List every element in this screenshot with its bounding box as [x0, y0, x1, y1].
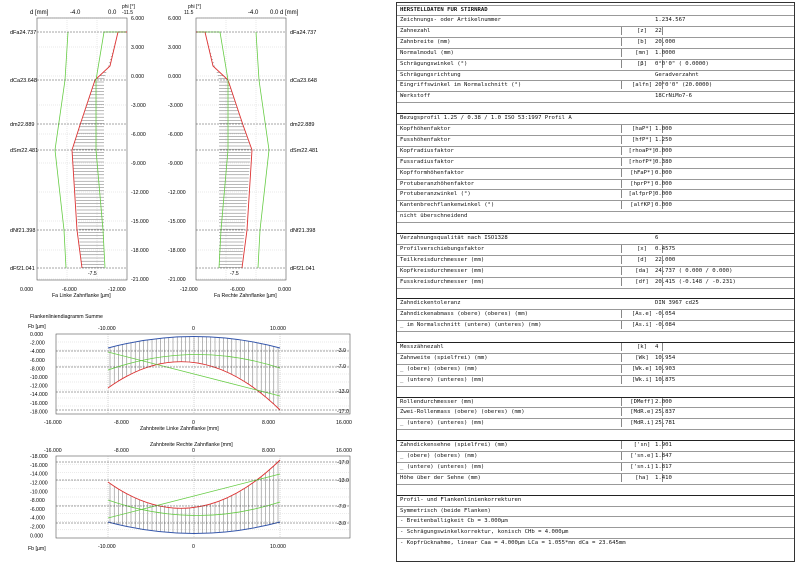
lead2-top-0: -16.000 — [44, 448, 62, 454]
lead1-bottom-4: 16.000 — [336, 420, 352, 426]
right-tick-label: 6.000 — [168, 16, 181, 22]
sheet-row-value: 10.954 — [655, 354, 676, 361]
sheet-row — [397, 70, 794, 79]
lead1-top-2: 10.000 — [270, 326, 286, 332]
left-tick-label: 3.000 — [131, 45, 144, 51]
sheet-row — [397, 102, 794, 111]
sheet-row-label: Kopfhöhenfaktor — [400, 126, 451, 132]
sheet-row — [397, 353, 794, 362]
sheet-row-value: 0°0'0" ( 0.0000) — [655, 60, 709, 67]
sheet-row-symbol: [da] — [621, 267, 663, 275]
sheet-row-label: Fusshöhenfaktor — [400, 136, 451, 143]
right-frame — [196, 18, 286, 280]
lead1-y-tick: -18.000 — [30, 409, 48, 416]
sheet-row-value: 0.000 — [655, 180, 672, 187]
sheet-row — [397, 113, 794, 122]
sheet-row-symbol: [Wk.e] — [621, 365, 663, 373]
manufacturing-data-sheet — [396, 2, 795, 562]
right-diameter-label: dCa23.648 — [290, 78, 317, 84]
sheet-row — [397, 200, 794, 209]
lead1-y-tick: -14.000 — [30, 392, 48, 399]
lead1-y-tick: -16.000 — [30, 400, 48, 407]
sheet-row-symbol: [β] — [621, 60, 663, 68]
sheet-row-value: 20°0'0" (20.0000) — [655, 82, 713, 89]
sheet-row-label: Zahnezahl — [400, 27, 431, 34]
lead1-y-tick: -8.000 — [30, 366, 45, 373]
sheet-row — [397, 124, 794, 133]
charts-area — [0, 0, 396, 566]
lead1-grid — [56, 334, 350, 414]
right-left-ticks — [168, 16, 186, 283]
sheet-row-value: -0.084 — [655, 322, 676, 329]
sheet-row-value: 0.380 — [655, 158, 672, 165]
sheet-row-label: - Breitenballigkeit Cb = 3.000µm — [400, 518, 508, 525]
sheet-row — [397, 168, 794, 177]
lead2-y-tick: -8.000 — [30, 498, 45, 505]
left-frame — [37, 18, 127, 280]
sheet-row — [397, 233, 794, 242]
right-tick-label: -21.000 — [168, 277, 186, 283]
sheet-row-label: Profilverschiebungsfaktor — [400, 245, 485, 252]
sheet-row — [397, 429, 794, 438]
right-tick-label: -9.000 — [168, 161, 183, 167]
right-tick-label: -12.000 — [168, 190, 186, 196]
right-diameter-label: dFf21.041 — [290, 266, 315, 272]
left-bottom-title: Fa Linke Zahnflanke [µm] — [52, 293, 111, 299]
right-diameter-label: dFa24.737 — [290, 30, 317, 36]
sheet-row-symbol: [hprP*] — [621, 180, 663, 188]
sheet-row-symbol: [As.i] — [621, 321, 663, 329]
sheet-row-value: -0.054 — [655, 311, 676, 318]
sheet-row-symbol: [rhofP*] — [621, 158, 663, 166]
sheet-row-value: 10.875 — [655, 376, 676, 383]
lead2-top-3: 8.000 — [262, 448, 275, 454]
lead1-y-tick: -12.000 — [30, 383, 48, 390]
lead2-yunit: Fb [µm] — [28, 546, 46, 552]
sheet-row-label: Normalmodul (mm) — [400, 49, 454, 56]
lead1-y-tick: -4.000 — [30, 349, 45, 356]
left-tick-label: -12.000 — [131, 190, 149, 196]
lead1-bottom-0: -16.000 — [44, 420, 62, 426]
lead1-bottom-1: -8.000 — [114, 420, 129, 426]
sheet-row-symbol: [Wk.i] — [621, 376, 663, 384]
sheet-row — [397, 157, 794, 166]
left-tick-label: -3.000 — [131, 103, 146, 109]
sheet-row-symbol: [MdR.i] — [621, 419, 663, 427]
sheet-row-symbol: [ha] — [621, 474, 663, 482]
sheet-row-symbol: [Wk] — [621, 354, 663, 362]
lead2-y-tick: -4.000 — [30, 515, 45, 522]
right-diameter-labels — [290, 30, 318, 272]
sheet-row-symbol: [haP*] — [621, 125, 663, 133]
sheet-row-value: 25.837 — [655, 409, 676, 416]
sheet-row-label: Kopfkreisdurchmesser (mm) — [400, 267, 485, 274]
left-diameter-label: dNf21.398 — [10, 228, 36, 234]
sheet-row-value: 1.000 — [655, 126, 672, 132]
sheet-row-symbol: [d] — [621, 256, 663, 264]
left-tick-label: -9.000 — [131, 161, 146, 167]
sheet-row-symbol: [hFaP*] — [621, 169, 663, 177]
sheet-row — [397, 179, 794, 188]
sheet-row-label: Eingriffswinkel im Normalschnitt (°) — [400, 82, 522, 89]
left-tick-label: -15.000 — [131, 219, 149, 225]
sheet-row-value: 1.0000 — [655, 49, 676, 56]
sheet-row-value: 1.847 — [655, 453, 672, 459]
left-diameter-label: dm22.889 — [10, 122, 35, 128]
sheet-row-symbol: [DMeff] — [621, 398, 663, 406]
sheet-row-value: 1.234.567 — [655, 17, 686, 23]
left-marker: -7.5 — [88, 271, 97, 277]
sheet-row-label: Zwei-Rollenmass (obere) (oberes) (mm) — [400, 409, 525, 416]
lead2-y-tick: -12.000 — [30, 480, 48, 487]
sheet-row — [397, 277, 794, 286]
sheet-row — [397, 15, 794, 24]
sheet-row — [397, 222, 794, 231]
lead1-mark-3: -17.0 — [337, 409, 349, 415]
sheet-row — [397, 364, 794, 373]
sheet-row-value: 0.4575 — [655, 245, 676, 252]
sheet-row-value: 18CrNiMo7-6 — [655, 93, 693, 100]
sheet-row-label: Teilkreisdurchmesser (mm) — [400, 256, 485, 263]
left-diameter-labels — [10, 30, 38, 272]
right-bottom-1: -6.000 — [230, 287, 245, 293]
sheet-row-label: Kopfformhöhenfaktor — [400, 169, 464, 176]
left-diameter-label: dSm22.481 — [10, 148, 39, 154]
sheet-row — [397, 135, 794, 144]
sheet-row — [397, 91, 794, 100]
left-diameter-label: dFa24.737 — [10, 30, 37, 36]
left-diameter-label: dCa23.648 — [10, 78, 37, 84]
lead1-y-tick: -6.000 — [30, 357, 45, 364]
sheet-title-row — [397, 5, 794, 14]
left-bottom-0: 0.000 — [20, 287, 33, 293]
sheet-row-label: Kantenbrechflankenwinkel (°) — [400, 202, 495, 209]
left-grid — [37, 18, 127, 280]
sheet-row — [397, 407, 794, 416]
sheet-row-label: Höhe über der Sehne (mm) — [400, 474, 481, 481]
sheet-row-symbol: [As.e] — [621, 310, 663, 318]
right-tick-label: -15.000 — [168, 219, 186, 225]
right-phi-value: 11.5 — [184, 10, 194, 16]
sheet-row-label: Zahnweite (spielfrei) (mm) — [400, 354, 488, 361]
sheet-row-label: Zahnbreite (mm) — [400, 38, 451, 45]
lead2-mark-2: -7.0 — [337, 504, 346, 510]
sheet-title: HERSTELLDATEN FUR STIRNRAD — [400, 7, 488, 13]
lead1-top-1: 0 — [192, 326, 195, 332]
right-diameter-label: dSm22.481 — [290, 148, 319, 154]
sheet-row-label: Zahndickensehne (spielfrei) (mm) — [400, 442, 508, 449]
sheet-row — [397, 473, 794, 482]
lead2-mark-1: -13.0 — [337, 478, 349, 484]
right-bottom-2: 0.000 — [278, 287, 291, 293]
sheet-row-symbol: [df] — [621, 278, 663, 286]
right-diameter-label: dNf21.398 — [290, 228, 316, 234]
sheet-row-value: 20.000 — [655, 38, 676, 45]
sheet-row-label: Protuberanzhöhenfaktor — [400, 180, 475, 187]
left-bottom-2: -12.000 — [108, 287, 126, 293]
lead1-xtitle: Zahnbreite Linke Zahnflanke [mm] — [140, 426, 219, 432]
sheet-row — [397, 244, 794, 253]
sheet-row-value: 22.000 — [655, 256, 676, 263]
profile-chart-right — [168, 4, 318, 299]
sheet-row-label: Rollendurchmesser (mm) — [400, 398, 475, 405]
sheet-row-symbol: [hfP*] — [621, 136, 663, 144]
left-top-right: 0.0 — [108, 10, 117, 16]
lead-chart-right-flank — [28, 442, 352, 552]
sheet-row — [397, 146, 794, 155]
sheet-row — [397, 484, 794, 493]
sheet-row-label: _ (obere) (oberes) (mm) — [400, 453, 478, 459]
sheet-row — [397, 506, 794, 515]
lead2-top-1: -8.000 — [114, 448, 129, 454]
left-bottom-1: -6.000 — [62, 287, 77, 293]
sheet-row-label: _ (untere) (unteres) (mm) — [400, 463, 485, 470]
lead2-bottom-0: -10.000 — [98, 544, 116, 550]
sheet-row — [397, 386, 794, 395]
sheet-row-label: Verzahnungsqualität nach ISO1328 — [400, 235, 508, 241]
sheet-row-value: 2.000 — [655, 398, 672, 405]
sheet-row-symbol: [b] — [621, 38, 663, 46]
sheet-row-label: Profil- und Flankenlinienkorrekturen — [400, 496, 522, 503]
left-diameter-label: dFf21.041 — [10, 266, 35, 272]
lead2-top-2: 0 — [192, 448, 195, 454]
sheet-row — [397, 37, 794, 46]
sheet-row-value: 4 — [655, 344, 659, 350]
sheet-row-value: 0.000 — [655, 191, 672, 198]
sheet-row — [397, 320, 794, 329]
sheet-row — [397, 266, 794, 275]
lead2-grid — [56, 456, 350, 538]
sheet-row-label: _ im Normalschnitt (untere) (unteres) (mm) — [400, 322, 542, 329]
sheet-row-value: 1.901 — [655, 442, 672, 449]
sheet-row-label: _ (untere) (unteres) (mm) — [400, 376, 485, 383]
sheet-row — [397, 211, 794, 220]
sheet-row-symbol: [alfprP] — [621, 190, 663, 198]
sheet-row-label: _ (obere) (oberes) (mm) — [400, 365, 478, 372]
left-d-label: d [mm] — [30, 10, 49, 16]
right-phi-label: phi [°] — [188, 4, 201, 10]
lead2-mark-0: -17.0 — [337, 460, 349, 466]
lead1-mark-1: -7.0 — [337, 364, 346, 370]
sheet-row-label: Zahndickenabmass (obere) (oberes) (mm) — [400, 311, 528, 318]
sheet-row — [397, 397, 794, 406]
lead1-bottom-3: 8.000 — [262, 420, 275, 426]
lead2-y-tick: -18.000 — [30, 454, 48, 460]
sheet-row-label: Symmetrisch (beide Flanken) — [400, 507, 491, 514]
sheet-row-value: 6 — [655, 235, 659, 241]
left-phi-label: phi [°] — [122, 4, 135, 10]
sheet-row-value: DIN 3967 cd25 — [655, 300, 699, 307]
sheet-row-symbol: [mn] — [621, 49, 663, 57]
left-hatch — [72, 34, 117, 268]
lead2-mark-3: -3.0 — [337, 521, 346, 527]
sheet-row-label: Protuberanzwinkel (°) — [400, 191, 471, 198]
sheet-row-value: 22 — [655, 27, 662, 34]
sheet-row-value: 10.903 — [655, 365, 676, 372]
left-tick-label: -18.000 — [131, 248, 149, 254]
sheet-row-label: Zahndickentoleranz — [400, 300, 461, 307]
sheet-row-symbol: [k] — [621, 343, 663, 351]
lead2-bottom-2: 10.000 — [270, 544, 286, 550]
sheet-row — [397, 309, 794, 318]
sheet-row-symbol: [rhoaP*] — [621, 147, 663, 155]
sheet-row-value: 24.737 ( 0.000 / 0.000) — [655, 267, 733, 274]
sheet-row — [397, 418, 794, 427]
sheet-row-value: 1.410 — [655, 474, 672, 481]
sheet-row-value: 20.415 (-0.148 / -0.231) — [655, 278, 736, 285]
left-tick-label: -6.000 — [131, 132, 146, 138]
lead2-y-tick: -2.000 — [30, 524, 45, 531]
sheet-row — [397, 440, 794, 449]
sheet-row-symbol: [x] — [621, 245, 663, 253]
lead1-mark-0: -3.0 — [337, 348, 346, 354]
sheet-row — [397, 288, 794, 297]
lead2-bottom-1: 0 — [192, 544, 195, 550]
profile-chart-left — [10, 4, 149, 299]
sheet-row-symbol: ['sn.i] — [621, 463, 663, 471]
right-marker: -7.5 — [230, 271, 239, 277]
sheet-row-label: Schrägungswinkel (°) — [400, 60, 468, 67]
sheet-row — [397, 342, 794, 351]
left-tick-label: 6.000 — [131, 16, 144, 22]
sheet-row-value: 1.250 — [655, 136, 672, 143]
lead2-y-ticks — [30, 454, 48, 539]
right-tick-label: 3.000 — [168, 45, 181, 51]
sheet-row — [397, 59, 794, 68]
right-tick-label: -3.000 — [168, 103, 183, 109]
sheet-row-label: nicht überschneidend — [400, 213, 468, 220]
sheet-row-label: Fusskreisdurchmesser (mm) — [400, 278, 485, 285]
left-tick-label: -21.000 — [131, 277, 149, 283]
sheet-row — [397, 451, 794, 460]
lead1-top-0: -10.000 — [98, 326, 116, 332]
sheet-row — [397, 26, 794, 35]
sheet-row-label: Werkstoff — [400, 93, 431, 100]
sheet-row-label: Bezugsprofil 1.25 / 0.38 / 1.0 ISO 53:1997 Profil A — [400, 115, 572, 122]
sheet-row-label: Zeichnungs- oder Artikelnummer — [400, 17, 502, 23]
right-bottom-0: -12.000 — [180, 287, 198, 293]
lead2-y-tick: 0.000 — [30, 533, 43, 540]
lead1-y-tick: -2.000 — [30, 340, 45, 347]
sheet-row — [397, 375, 794, 384]
left-tick-label: 0.000 — [131, 74, 144, 80]
lead1-bottom-2: 0 — [192, 420, 195, 426]
left-right-ticks — [131, 16, 149, 283]
lead1-y-tick: 0.000 — [30, 332, 43, 338]
sheet-row-value: 0.000 — [655, 169, 672, 176]
left-phi-value: -11.5 — [122, 10, 134, 16]
sheet-row-label: Messzähnezahl — [400, 344, 444, 350]
sheet-row — [397, 80, 794, 89]
sheet-row-label: _ (untere) (unteres) (mm) — [400, 420, 485, 427]
sheet-row — [397, 495, 794, 504]
sheet-row — [397, 255, 794, 264]
sheet-row — [397, 331, 794, 340]
lead-chart-left-flank — [28, 314, 352, 432]
sheet-row-symbol: [MdR.e] — [621, 408, 663, 416]
sheet-row — [397, 527, 794, 536]
sheet-row-value: Geradverzahnt — [655, 71, 699, 78]
right-tick-label: -6.000 — [168, 132, 183, 138]
sheet-row-label: Fussradiusfaktor — [400, 158, 454, 165]
sheet-row-label: Schrägungsrichtung — [400, 71, 461, 78]
right-diameter-label: dm22.889 — [290, 122, 315, 128]
sheet-row — [397, 516, 794, 525]
lead1-title: Flankenliniendiagramm Summe — [30, 314, 103, 320]
sheet-row-value: 0.000 — [655, 202, 672, 209]
sheet-row — [397, 298, 794, 307]
sheet-row-symbol: ['sn] — [621, 441, 663, 449]
right-bottom-title: Fa Rechte Zahnflanke [µm] — [214, 293, 277, 299]
sheet-row — [397, 538, 794, 547]
sheet-row — [397, 48, 794, 57]
right-top-mid: -4.0 — [248, 10, 259, 16]
lead2-y-tick: -10.000 — [30, 489, 48, 496]
right-grid — [196, 18, 286, 280]
sheet-row-label: - Schrägungswinkelkorrektur, konisch CHb = 4.000µm — [400, 529, 569, 536]
sheet-row — [397, 189, 794, 198]
right-tick-label: -18.000 — [168, 248, 186, 254]
sheet-row-label: - Kopfrücknahme, linear Caa = 4.000µm LCa = 1.055*mn dCa = 23.645mm — [400, 540, 626, 547]
lead2-title: Zahnbreite Rechte Zahnflanke [mm] — [150, 442, 233, 448]
lead2-y-tick: -16.000 — [30, 462, 48, 469]
lead2-y-tick: -14.000 — [30, 471, 48, 478]
lead1-mark-2: -13.0 — [337, 389, 349, 395]
sheet-row-symbol: [alfn] — [621, 81, 663, 89]
sheet-row-symbol: [alfKP] — [621, 201, 663, 209]
lead2-top-4: 16.000 — [336, 448, 352, 454]
sheet-row-label: Kopfradiusfaktor — [400, 147, 454, 154]
sheet-row — [397, 462, 794, 471]
lead1-y-tick: -10.000 — [30, 375, 48, 382]
right-top-right: 0.0 d [mm] — [270, 10, 299, 16]
sheet-row-value: 25.781 — [655, 420, 676, 427]
sheet-row-value: 0.000 — [655, 147, 672, 154]
lead1-yunit: Fb [µm] — [28, 324, 46, 330]
left-top-mid: -4.0 — [70, 10, 81, 16]
sheet-row-symbol: ['sn.e] — [621, 452, 663, 460]
right-tick-label: 0.000 — [168, 74, 181, 80]
lead1-y-ticks — [30, 332, 48, 415]
sheet-row-value: 1.817 — [655, 463, 672, 470]
sheet-row-symbol: [z] — [621, 27, 663, 35]
lead2-y-tick: -6.000 — [30, 506, 45, 513]
